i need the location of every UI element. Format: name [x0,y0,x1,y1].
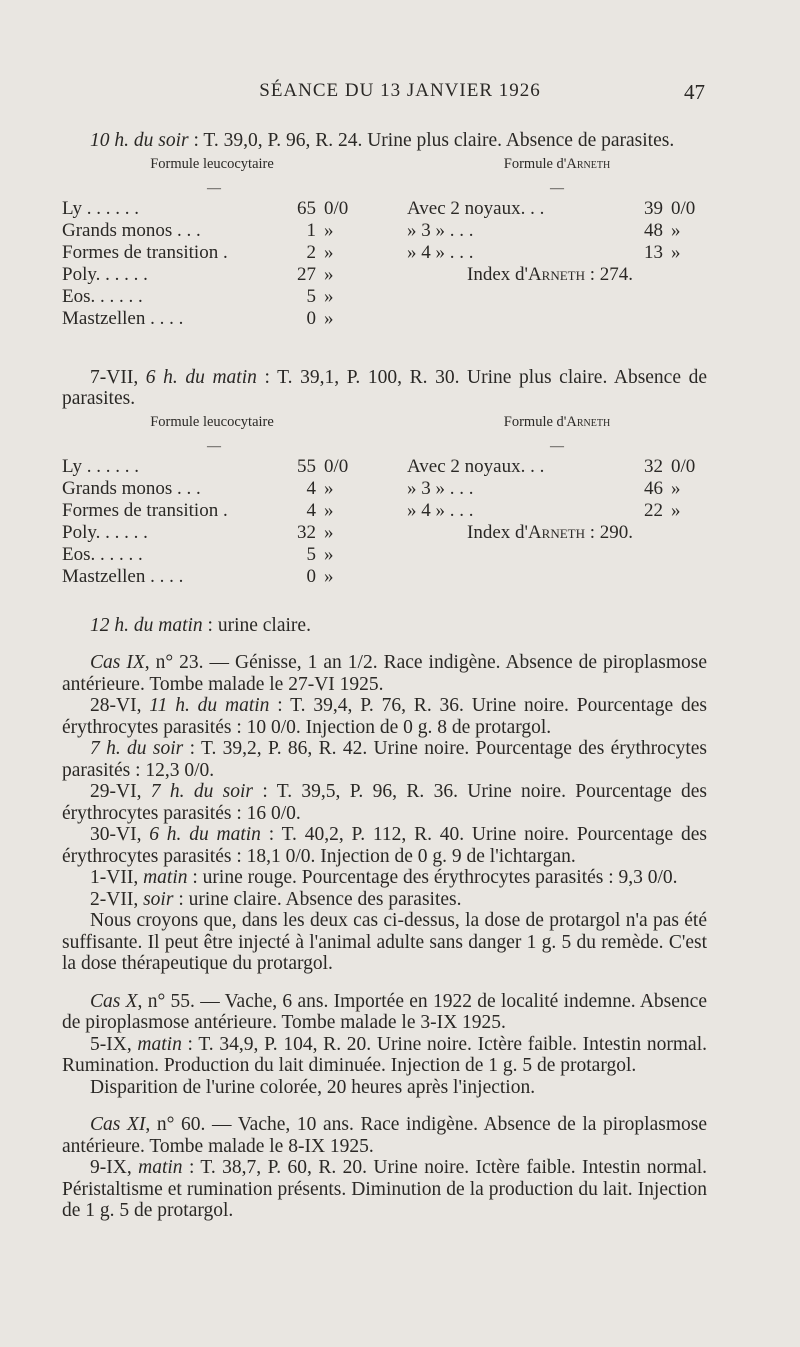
table-row: Formes de transition . 2 » [62,241,334,263]
arneth-table-2 [407,456,707,544]
table-row: Mastzellen . . . . 0 » [62,307,334,329]
heading-dash: — [207,438,221,454]
table-row: Mastzellen . . . . 0 » [62,565,334,587]
arneth-table-1 [407,198,707,286]
leucocyte-heading-1: Formule leucocytaire [150,155,274,172]
case-ix-entry: 2-VII, soir : urine claire. Absence des parasites. [90,888,462,910]
table-row: Grands monos . . . 1 » [62,219,334,241]
table-row: Eos. . . . . . 5 » [62,285,334,307]
case-ix-entry: 30-VI, 6 h. du matin : T. 40,2, P. 112, R. 40. Urine noire. Pourcentage des érythrocytes parasités : 18,1 0/0. Injection de 0 g. 9 de l'ichtargan. [62,824,707,867]
table-row: Ly . . . . . . 55 0/0 [62,455,349,477]
leucocyte-table-1 [62,198,362,330]
case-ix-title: Cas IX [90,652,145,673]
case-ix-entry: 29-VI, 7 h. du soir : T. 39,5, P. 96, R. 36. Urine noire. Pourcentage des érythrocytes parasités : 16 0/0. [62,781,707,824]
case-x-intro: Cas X, n° 55. — Vache, 6 ans. Importée en 1922 de localité indemne. Absence de piroplasmose antérieure. Tombe malade le 3-IX 1925. [62,990,707,1033]
table-row: » 4 » . . . 13 » [407,241,681,263]
table-row: Grands monos . . . 4 » [62,477,334,499]
page-number: 47 [684,80,705,104]
case-ix-entry: 28-VI, 11 h. du matin : T. 39,4, P. 76, R. 36. Urine noire. Pourcentage des érythrocytes parasités : 10 0/0. Injection de 0 g. 8 de protargol. [62,695,707,738]
case-xi-intro: Cas XI, n° 60. — Vache, 10 ans. Race indigène. Absence de la piroplasmose antérieure. Tombe malade le 8-IX 1925. [62,1114,707,1157]
table-row: » 3 » . . . 48 » [407,219,681,241]
leucocyte-heading-2: Formule leucocytaire [150,413,274,430]
table-row: Formes de transition . 4 » [62,499,334,521]
case-ix-conclusion: Nous croyons que, dans les deux cas ci-dessus, la dose de protargol n'a pas été suffisante. Il peut être injecté à l'animal adulte sans danger 1 g. 5 du remède. C'est la dose thérapeutique du protargol. [62,910,707,974]
table-row: Eos. . . . . . 5 » [62,543,334,565]
table-row: Poly. . . . . . 32 » [62,521,334,543]
arneth-heading-1: Formule d'Arneth [503,155,611,172]
case-xi-title: Cas XI [90,1114,146,1135]
heading-dash: — [550,180,564,196]
intro-paragraph [62,130,707,152]
case-x-entry: 5-IX, matin : T. 34,9, P. 104, R. 20. Urine noire. Ictère faible. Intestin normal. Rumination. Production du lait diminuée. Injection de 1 g. 5 de protargol. [62,1033,707,1076]
leucocyte-table-2 [62,456,362,588]
case-xi-entry: 9-IX, matin : T. 38,7, P. 60, R. 20. Urine noire. Ictère faible. Intestin normal. Péristaltisme et rumination présents. Diminution de la production du lait. Injection de 1 g. 5 de protargol. [62,1157,707,1221]
heading-dash: — [207,180,221,196]
case-x-entry: Disparition de l'urine colorée, 20 heures après l'injection. [90,1076,536,1098]
arneth-heading-2: Formule d'Arneth [503,413,611,430]
table-row: Avec 2 noyaux. . . 39 0/0 [407,197,696,219]
formula-block-2 [62,410,707,615]
arneth-index-row: Index d'Arneth : 290. [467,521,634,543]
case-ix-entry: 7 h. du soir : T. 39,2, P. 86, R. 42. Urine noire. Pourcentage des érythrocytes parasités : 12,3 0/0. [62,738,707,781]
table-row: » 3 » . . . 46 » [407,477,681,499]
table-row: » 4 » . . . 22 » [407,499,681,521]
running-title: SÉANCE DU 13 JANVIER 1926 [259,80,541,101]
formula-block-1 [62,152,707,367]
heading-dash: — [550,438,564,454]
paragraph-7vii: 7-VII, 6 h. du matin : T. 39,1, P. 100, R. 30. Urine plus claire. Absence de parasites. [62,366,707,409]
table-row: Ly . . . . . . 65 0/0 [62,197,349,219]
paragraph-12h: 12 h. du matin : urine claire. [90,614,311,636]
table-row: Poly. . . . . . 27 » [62,263,334,285]
arneth-index-row: Index d'Arneth : 274. [467,263,634,285]
intro-text: : T. 39,0, P. 96, R. 24. Urine plus claire. Absence de parasites. [188,130,675,151]
intro-time: 10 h. du soir [90,130,189,151]
page-header [0,80,800,110]
table-row: Avec 2 noyaux. . . 32 0/0 [407,455,696,477]
body-text [62,130,707,1222]
case-ix-entry: 1-VII, matin : urine rouge. Pourcentage des érythrocytes parasités : 9,3 0/0. [90,867,678,888]
case-x-title: Cas X [90,990,138,1012]
case-ix-intro: Cas IX, n° 23. — Génisse, 1 an 1/2. Race indigène. Absence de piroplasmose antérieure. Tombe malade le 27-VI 1925. [62,652,707,695]
